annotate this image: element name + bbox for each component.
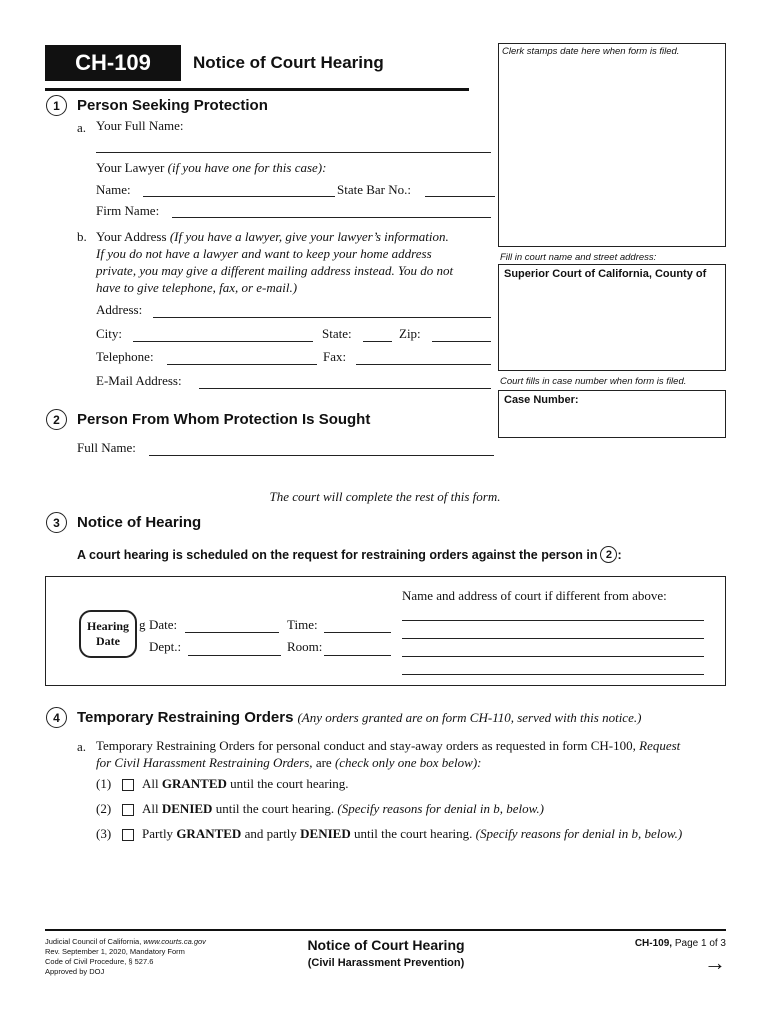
clerk-stamp-note: Clerk stamps date here when form is filed. (502, 46, 680, 57)
option-1-text: All GRANTED until the court hearing. (142, 776, 349, 791)
email-label: E-Mail Address: (96, 373, 182, 388)
hearing-room-label: Room: (287, 639, 323, 654)
section-1a-marker: a. (77, 120, 87, 135)
hearing-date-field[interactable] (185, 632, 279, 633)
hearing-statement: A court hearing is scheduled on the request for restraining orders against the person in 2 : (77, 547, 622, 562)
court-name-box[interactable] (498, 264, 726, 371)
option-3-text: Partly GRANTED and partly DENIED until the court hearing. (Specify reasons for denial in b, below.) (142, 826, 683, 841)
telephone-field[interactable] (167, 364, 317, 365)
footer-page-info: CH-109, Page 1 of 3 (634, 938, 726, 949)
full-name-label: Your Full Name: (96, 118, 184, 133)
hearing-dept-field[interactable] (188, 655, 281, 656)
footer-subtitle: (Civil Harassment Prevention) (307, 957, 465, 969)
hearing-date-label: Date: (149, 617, 178, 632)
email-field[interactable] (199, 388, 491, 389)
address-instructions: Your Address (If you have a lawyer, give your lawyer’s information. If you do not have a lawyer and want to keep your home address private, you may give a different mailing address instead. You do not have to give telephone, fax, or e-mail.) (96, 229, 454, 295)
option-1-number: (1) (96, 776, 112, 791)
case-number-label: Case Number: (504, 394, 579, 406)
hearing-time-label: Time: (287, 617, 318, 632)
form-code-badge: CH-109 (45, 45, 181, 81)
hearing-time-field[interactable] (324, 632, 391, 633)
lawyer-name-label: Name: (96, 182, 131, 197)
address-field[interactable] (153, 317, 491, 318)
option-3-checkbox[interactable] (122, 829, 134, 841)
footer-publisher: Judicial Council of California, www.courts.ca.gov Rev. September 1, 2020, Mandatory Form Code of Civil Procedure, § 527.6 Approved by DOJ (45, 937, 206, 976)
respondent-name-field[interactable] (149, 455, 494, 456)
state-field[interactable] (363, 341, 392, 342)
court-complete-note: The court will complete the rest of this form. (269, 489, 501, 504)
section-4-heading: Temporary Restraining Orders (Any orders granted are on form CH-110, served with this notice.) (77, 709, 642, 726)
firm-name-field[interactable] (172, 217, 491, 218)
option-1-checkbox[interactable] (122, 779, 134, 791)
state-label: State: (322, 326, 352, 341)
state-bar-label: State Bar No.: (337, 182, 412, 197)
case-number-note: Court fills in case number when form is filed. (500, 376, 687, 387)
court-name-label: Superior Court of California, County of (504, 268, 707, 280)
section-1-number: 1 (46, 95, 67, 116)
option-2-checkbox[interactable] (122, 804, 134, 816)
next-page-arrow-icon[interactable]: → (704, 950, 726, 975)
lawyer-note: (if you have one for this case): (167, 160, 327, 175)
section-1b-marker: b. (77, 229, 87, 244)
zip-label: Zip: (399, 326, 421, 341)
address-label: Address: (96, 302, 143, 317)
fax-label: Fax: (323, 349, 347, 364)
section-4-number: 4 (46, 707, 67, 728)
court-if-different-line-2[interactable] (402, 638, 704, 639)
lawyer-label: Your Lawyer (if you have one for this case): (96, 160, 327, 175)
court-if-different-line-3[interactable] (402, 656, 704, 657)
full-name-field[interactable] (96, 152, 491, 153)
option-3-number: (3) (96, 826, 112, 841)
court-if-different-line-1[interactable] (402, 620, 704, 621)
section-2-title: Person From Whom Protection Is Sought (77, 411, 371, 428)
city-field[interactable] (133, 341, 313, 342)
telephone-label: Telephone: (96, 349, 154, 364)
fax-field[interactable] (356, 364, 491, 365)
option-2-number: (2) (96, 801, 112, 816)
zip-field[interactable] (432, 341, 491, 342)
city-label: City: (96, 326, 123, 341)
hearing-date-badge: Hearing Date (79, 610, 137, 658)
firm-name-label: Firm Name: (96, 203, 160, 218)
form-title: Notice of Court Hearing (193, 53, 384, 72)
section-4a-marker: a. (77, 739, 87, 754)
section-4a-text: Temporary Restraining Orders for personal conduct and stay-away orders as requested in form CH-100, Request for Civil Harassment Restraining Orders, are (check only one box below): (96, 738, 681, 770)
lawyer-name-field[interactable] (143, 196, 335, 197)
section-2-number: 2 (46, 409, 67, 430)
hearing-date-fragment: g (139, 617, 146, 632)
footer-rule (45, 929, 726, 931)
hearing-room-field[interactable] (324, 655, 391, 656)
court-name-note: Fill in court name and street address: (500, 252, 657, 263)
court-if-different-label: Name and address of court if different from above: (402, 588, 667, 603)
section-2-reference: 2 (600, 546, 617, 563)
section-1-title: Person Seeking Protection (77, 97, 268, 114)
hearing-dept-label: Dept.: (149, 639, 182, 654)
clerk-stamp-box (498, 43, 726, 247)
state-bar-field[interactable] (425, 196, 495, 197)
footer-title: Notice of Court Hearing (307, 937, 465, 953)
court-if-different-line-4[interactable] (402, 674, 704, 675)
header-rule (45, 88, 469, 91)
option-2-text: All DENIED until the court hearing. (Specify reasons for denial in b, below.) (142, 801, 544, 816)
respondent-name-label: Full Name: (77, 440, 136, 455)
section-3-title: Notice of Hearing (77, 514, 202, 531)
section-3-number: 3 (46, 512, 67, 533)
